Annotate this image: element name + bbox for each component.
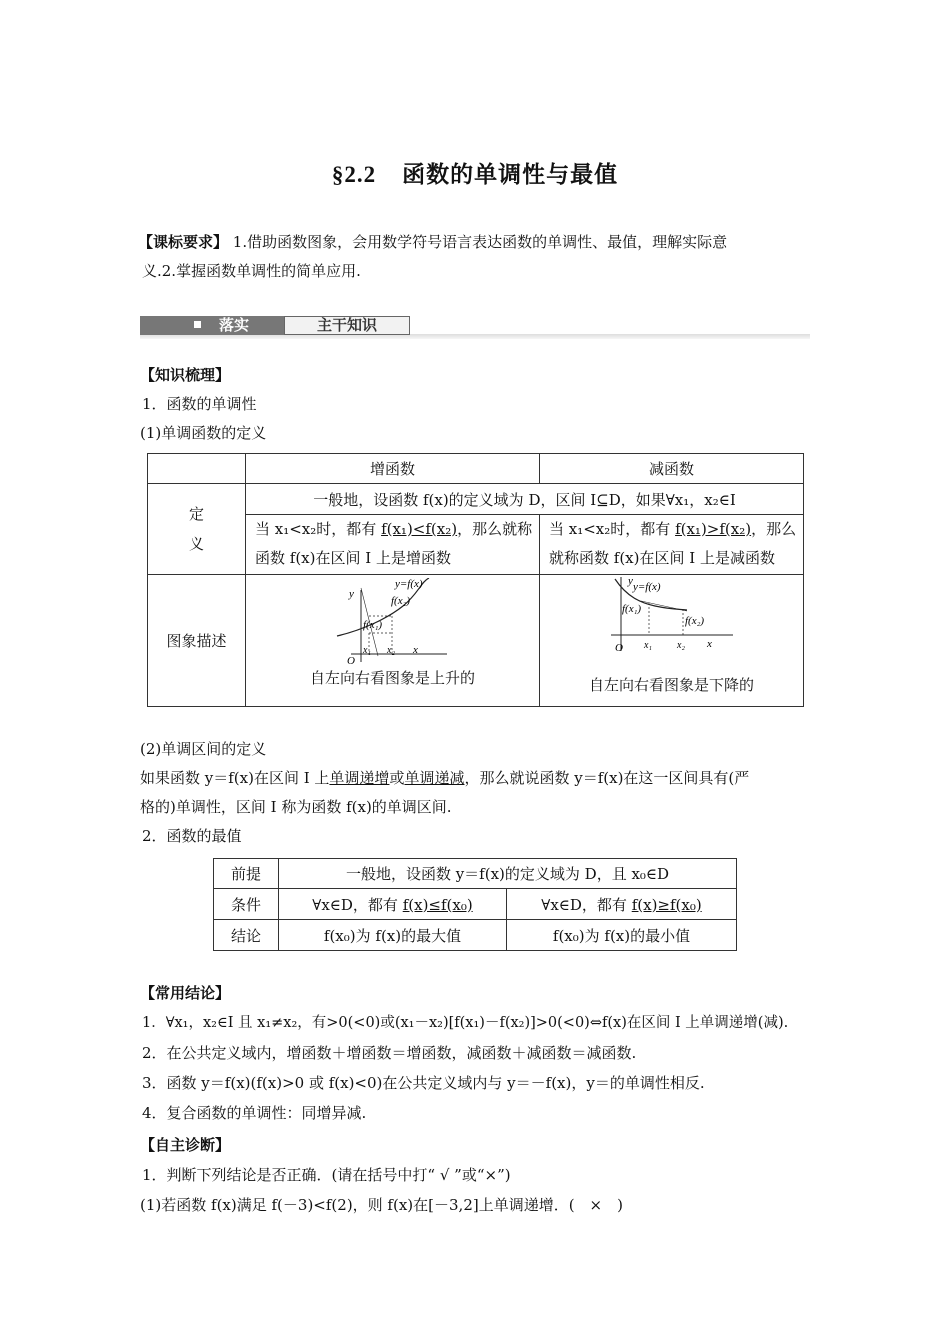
inc-post: ，那么就称 — [457, 520, 533, 538]
dec-line2: 就称函数 f(x)在区间 I 上是减函数 — [549, 549, 775, 567]
graph-dec-y: y — [627, 575, 633, 587]
requirement-label: 【课标要求】 — [138, 233, 229, 251]
definition-decreasing — [540, 515, 804, 575]
extremum-table — [213, 858, 737, 951]
square-bullet-icon — [194, 321, 201, 328]
dec-post: ，那么 — [751, 520, 797, 538]
interval-line1 — [140, 764, 810, 793]
graph-inc-x1: x₁ — [362, 645, 371, 656]
cond-max: f(x)≤f(x₀) — [402, 895, 473, 914]
graph-inc-fx2: f(x₂) — [390, 595, 410, 607]
knowledge-item-1: 1．函数的单调性 — [142, 395, 257, 413]
graph-inc-x2: x₂ — [386, 645, 395, 656]
graph-label: 图象描述 — [148, 575, 246, 707]
graph-dec-x2: x₂ — [676, 640, 685, 651]
banner-left — [140, 316, 284, 335]
interval-subheading: (2)单调区间的定义 — [140, 740, 267, 758]
requirement-line1: 1.借助函数图象，会用数学符号语言表达函数的单调性、最值，理解实际意 — [232, 233, 728, 251]
interval-line2: 格的)单调性，区间 I 称为函数 f(x)的单调区间. — [140, 798, 452, 816]
course-requirement — [140, 228, 812, 286]
conclusion-label: 结论 — [214, 920, 279, 951]
definition-label-2: 义 — [188, 535, 204, 553]
header-decreasing: 减函数 — [540, 454, 804, 484]
graph-dec-fx1: f(x₁) — [621, 603, 641, 615]
page-title — [0, 156, 950, 189]
graph-increasing-cell — [246, 575, 540, 707]
graph-inc-x: x — [412, 644, 418, 656]
conclusions-section — [140, 978, 820, 1128]
conclusions-heading: 【常用结论】 — [140, 984, 231, 1002]
banner-left-text: 落实 — [219, 316, 250, 334]
conclusion-min: f(x₀)为 f(x)的最小值 — [507, 920, 737, 951]
diagnosis-section — [140, 1130, 820, 1220]
conclusion-item: 2．在公共定义域内，增函数＋增函数＝增函数，减函数＋减函数＝减函数. — [142, 1044, 637, 1062]
secant-line — [641, 601, 687, 611]
header-increasing: 增函数 — [246, 454, 540, 484]
inc-pre: 当 x₁<x₂时，都有 — [255, 520, 382, 538]
monotonic-definition-table — [147, 453, 804, 707]
cond-min-pre: ∀x∈D，都有 — [541, 895, 632, 914]
graph-decreasing-cell — [540, 575, 804, 707]
premise-text: 一般地，设函数 y＝f(x)的定义域为 D，且 x₀∈D — [279, 859, 737, 889]
diagnosis-q1-1: (1)若函数 f(x)满足 f(－3)<f(2)，则 f(x)在[－3,2]上单调递增．( × ) — [140, 1196, 623, 1214]
knowledge-sub-1: (1)单调函数的定义 — [140, 424, 267, 442]
graph-inc-y: y — [348, 588, 354, 600]
condition-max — [279, 889, 507, 920]
cond-min: f(x)≥f(x₀) — [631, 895, 702, 914]
diagnosis-heading: 【自主诊断】 — [140, 1136, 231, 1154]
definition-common: 一般地，设函数 f(x)的定义域为 D，区间 I⊆D，如果∀x₁，x₂∈I — [246, 484, 804, 515]
graph-dec-o: O — [614, 642, 623, 654]
dec-caption: 自左向右看图象是下降的 — [588, 676, 754, 694]
graph-dec-x1: x₁ — [643, 640, 652, 651]
section-title: 函数的单调性与最值 — [402, 162, 619, 188]
inc-condition: f(x₁)<f(x₂) — [381, 520, 458, 538]
graph-dec-x: x — [706, 638, 712, 650]
dec-pre: 当 x₁<x₂时，都有 — [549, 520, 676, 538]
requirement-line2: 义.2.掌握函数单调性的简单应用. — [142, 262, 361, 280]
graph-dec-fx2: f(x₂) — [684, 615, 704, 627]
graph-dec-func: y=f(x) — [632, 581, 661, 593]
graph-inc-fx1: f(x₁) — [362, 619, 382, 631]
condition-label: 条件 — [214, 889, 279, 920]
section-banner — [140, 313, 810, 337]
definition-increasing — [246, 515, 540, 575]
knowledge-section — [140, 361, 812, 448]
knowledge-heading: 【知识梳理】 — [140, 366, 231, 384]
diagnosis-q1: 1．判断下列结论是否正确．(请在括号中打“ √ ”或“×”) — [142, 1166, 511, 1184]
banner-right: 主干知识 — [284, 316, 410, 335]
definition-label-1: 定 — [188, 505, 204, 523]
interval-l1-u2: 单调递减 — [404, 769, 465, 787]
decreasing-graph — [607, 575, 737, 655]
inc-caption: 自左向右看图象是上升的 — [309, 669, 475, 687]
conclusion-item: 4．复合函数的单调性：同增异减. — [142, 1104, 367, 1122]
definition-label — [148, 484, 246, 575]
increasing-graph — [333, 578, 453, 664]
interval-l1-a: 如果函数 y＝f(x)在区间 I 上 — [140, 769, 330, 787]
section-number: §2.2 — [331, 162, 377, 187]
conclusion-max: f(x₀)为 f(x)的最大值 — [279, 920, 507, 951]
interval-l1-b: 或 — [389, 769, 405, 787]
graph-inc-o: O — [346, 655, 355, 664]
inc-line2: 函数 f(x)在区间 I 上是增函数 — [255, 549, 451, 567]
table-corner — [148, 454, 246, 484]
condition-min — [507, 889, 737, 920]
interval-section — [140, 735, 810, 851]
premise-label: 前提 — [214, 859, 279, 889]
interval-l1-c: ，那么就说函数 y＝f(x)在这一区间具有(严 — [464, 769, 750, 787]
extremum-heading: 2．函数的最值 — [142, 827, 242, 845]
cond-max-pre: ∀x∈D，都有 — [312, 895, 403, 914]
conclusion-item: 1．∀x₁，x₂∈I 且 x₁≠x₂，有>0(<0)或(x₁－x₂)[f(x₁)－f(x₂)]>0(<0)⇔f(x)在区间 I 上单调递增(减). — [142, 1015, 789, 1031]
dec-condition: f(x₁)>f(x₂) — [675, 520, 752, 538]
interval-l1-u1: 单调递增 — [329, 769, 390, 787]
conclusion-item: 3．函数 y＝f(x)(f(x)>0 或 f(x)<0)在公共定义域内与 y＝－f(x)，y＝的单调性相反. — [142, 1074, 705, 1092]
graph-inc-func: y=f(x) — [394, 578, 423, 590]
